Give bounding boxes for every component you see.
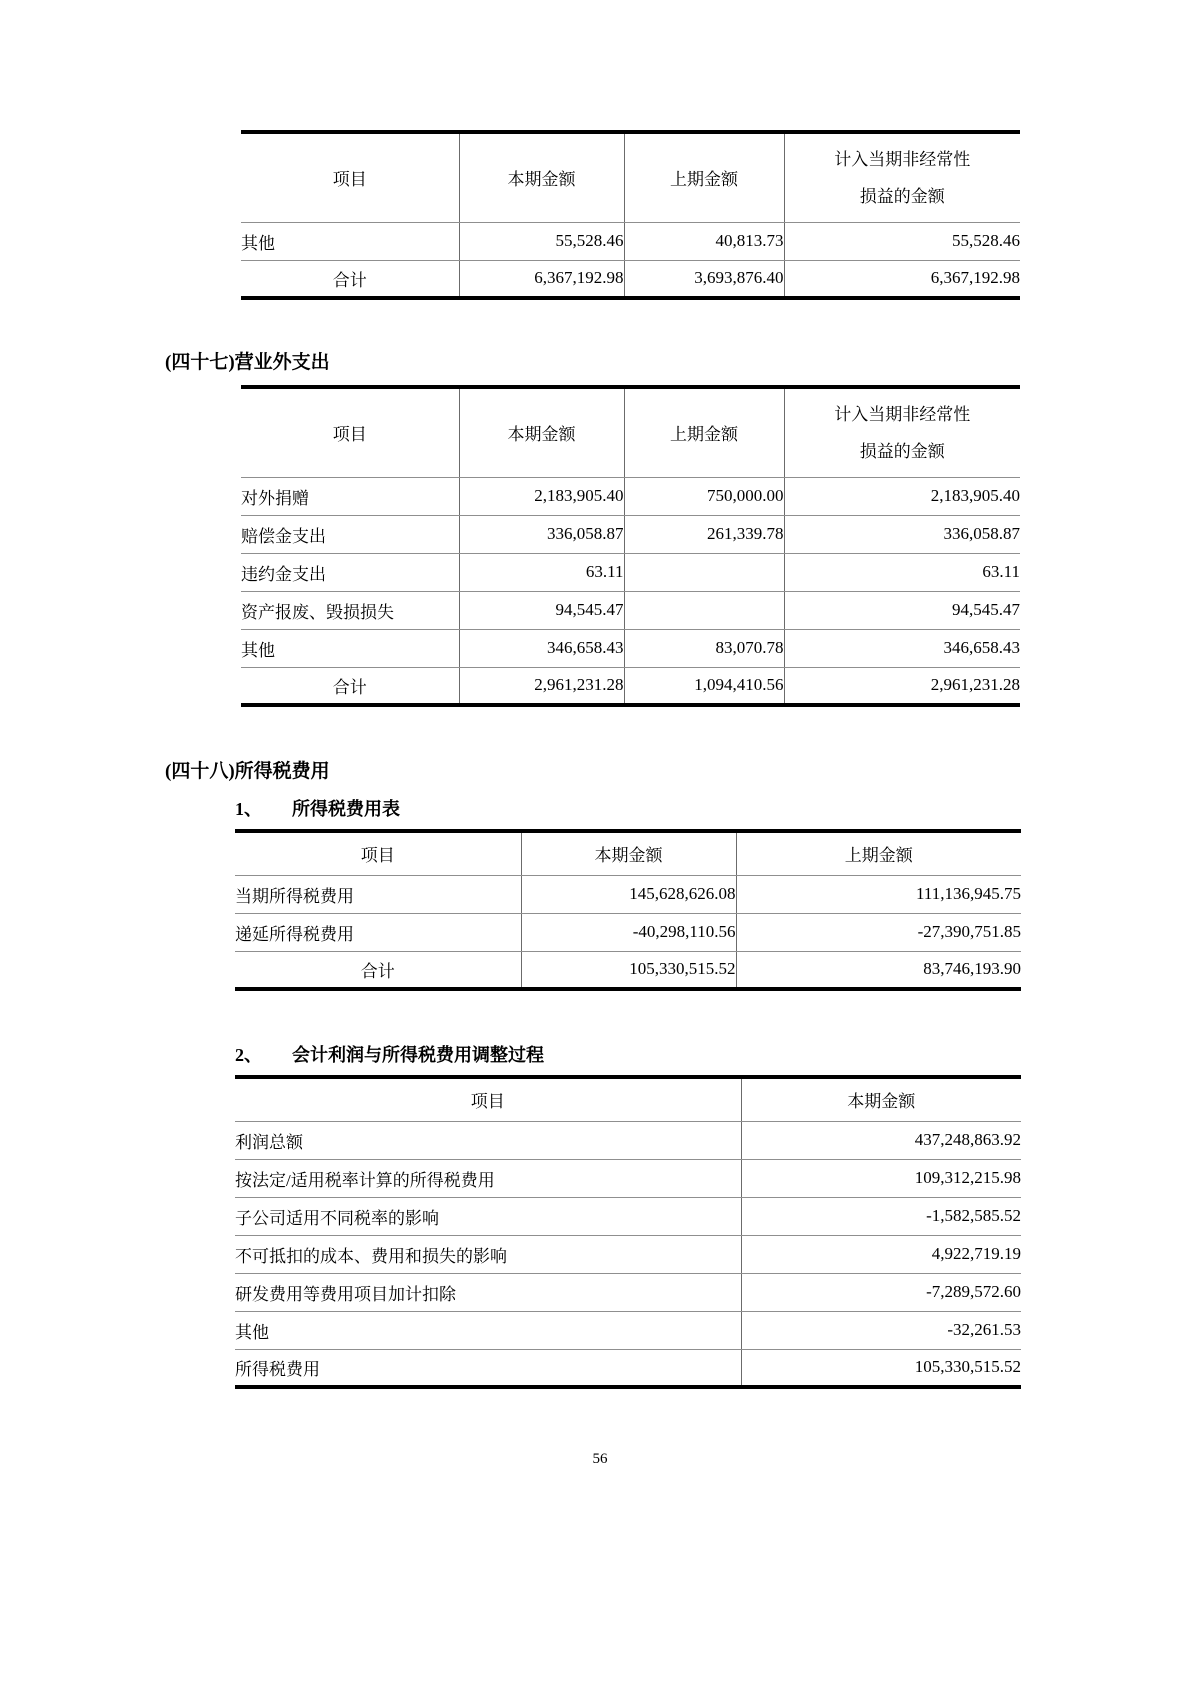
table-header-row xyxy=(235,831,1021,875)
col-header-nonrecurring-line2: 损益的金额 xyxy=(859,186,945,206)
cell-nonrecurring: 346,658.43 xyxy=(784,629,1020,667)
row-label: 子公司适用不同税率的影响 xyxy=(235,1197,741,1235)
table-row xyxy=(235,1197,1021,1235)
section-heading-47: (四十七)营业外支出 xyxy=(165,352,330,373)
col-header-nonrecurring xyxy=(784,132,1020,222)
cell-current: 94,545.47 xyxy=(459,591,624,629)
cell-nonrecurring: 336,058.87 xyxy=(784,515,1020,553)
col-header-prior: 上期金额 xyxy=(624,387,784,477)
tax-reconciliation-table xyxy=(235,1075,1021,1389)
nonoperating-expenses-table xyxy=(241,385,1020,707)
col-header-item: 项目 xyxy=(235,1077,741,1121)
cell-current: 55,528.46 xyxy=(459,222,624,260)
table-row xyxy=(241,629,1020,667)
cell-nonrecurring: 94,545.47 xyxy=(784,591,1020,629)
row-label: 违约金支出 xyxy=(241,553,459,591)
subsection-number: 2、 xyxy=(235,1045,262,1065)
col-header-item: 项目 xyxy=(235,831,521,875)
cell-nonrecurring: 63.11 xyxy=(784,553,1020,591)
col-header-current: 本期金额 xyxy=(741,1077,1021,1121)
page-number: 56 xyxy=(592,1451,608,1467)
subsection-title: 所得税费用表 xyxy=(292,799,400,819)
cell-current: -1,582,585.52 xyxy=(741,1197,1021,1235)
table-row xyxy=(241,591,1020,629)
col-header-item: 项目 xyxy=(241,387,459,477)
cell-nonrecurring: 2,183,905.40 xyxy=(784,477,1020,515)
cell-current: 63.11 xyxy=(459,553,624,591)
table-row xyxy=(235,1159,1021,1197)
table-total-row xyxy=(241,667,1020,705)
row-label: 其他 xyxy=(235,1311,741,1349)
cell-current: -7,289,572.60 xyxy=(741,1273,1021,1311)
cell-nonrecurring: 55,528.46 xyxy=(784,222,1020,260)
table-row xyxy=(235,875,1021,913)
cell-current: 346,658.43 xyxy=(459,629,624,667)
col-header-nonrecurring xyxy=(784,387,1020,477)
row-label: 不可抵扣的成本、费用和损失的影响 xyxy=(235,1235,741,1273)
table-row xyxy=(241,222,1020,260)
row-label: 所得税费用 xyxy=(235,1359,320,1379)
cell-current: 105,330,515.52 xyxy=(521,951,736,989)
cell-prior: 83,746,193.90 xyxy=(736,951,1021,989)
top-margin xyxy=(0,0,1200,130)
table-header-row xyxy=(235,1077,1021,1121)
col-header-prior: 上期金额 xyxy=(624,132,784,222)
table-row xyxy=(235,913,1021,951)
table-row xyxy=(241,477,1020,515)
cell-current: -32,261.53 xyxy=(741,1311,1021,1349)
total-label: 合计 xyxy=(360,961,395,981)
cell-prior: 111,136,945.75 xyxy=(736,875,1021,913)
cell-nonrecurring: 2,961,231.28 xyxy=(784,667,1020,705)
row-label: 对外捐赠 xyxy=(241,477,459,515)
cell-prior: 83,070.78 xyxy=(624,629,784,667)
table-row xyxy=(235,1235,1021,1273)
subsection-heading-1 xyxy=(235,797,1200,822)
total-label: 合计 xyxy=(332,677,367,697)
cell-current: 2,961,231.28 xyxy=(459,667,624,705)
cell-prior: 750,000.00 xyxy=(624,477,784,515)
row-label: 其他 xyxy=(241,629,459,667)
row-label: 赔偿金支出 xyxy=(241,515,459,553)
cell-prior: 261,339.78 xyxy=(624,515,784,553)
section-heading-48: (四十八)所得税费用 xyxy=(165,761,330,782)
cell-current: 145,628,626.08 xyxy=(521,875,736,913)
col-header-item: 项目 xyxy=(241,132,459,222)
table-row xyxy=(241,553,1020,591)
nonoperating-table-continued xyxy=(241,130,1020,300)
income-tax-expense-table xyxy=(235,829,1021,991)
col-header-nonrecurring-line1: 计入当期非经常性 xyxy=(834,149,971,169)
cell-current: 336,058.87 xyxy=(459,515,624,553)
cell-prior: -27,390,751.85 xyxy=(736,913,1021,951)
col-header-nonrecurring-line2: 损益的金额 xyxy=(859,441,945,461)
cell-prior xyxy=(624,591,784,629)
row-label: 按法定/适用税率计算的所得税费用 xyxy=(235,1159,741,1197)
col-header-prior: 上期金额 xyxy=(736,831,1021,875)
cell-prior: 40,813.73 xyxy=(624,222,784,260)
cell-prior xyxy=(624,553,784,591)
table-row xyxy=(235,1273,1021,1311)
table-total-row xyxy=(241,260,1020,298)
cell-current: 109,312,215.98 xyxy=(741,1159,1021,1197)
row-label: 其他 xyxy=(241,222,459,260)
row-label: 递延所得税费用 xyxy=(235,913,521,951)
table-total-row xyxy=(235,951,1021,989)
total-label: 合计 xyxy=(332,270,367,290)
row-label: 当期所得税费用 xyxy=(235,875,521,913)
row-label: 资产报废、毁损损失 xyxy=(241,591,459,629)
subsection-heading-2 xyxy=(235,1043,1200,1068)
table-row xyxy=(235,1121,1021,1159)
table-row xyxy=(235,1349,1021,1387)
cell-current: 105,330,515.52 xyxy=(741,1349,1021,1387)
cell-nonrecurring: 6,367,192.98 xyxy=(784,260,1020,298)
cell-current: 2,183,905.40 xyxy=(459,477,624,515)
cell-prior: 1,094,410.56 xyxy=(624,667,784,705)
cell-current: 4,922,719.19 xyxy=(741,1235,1021,1273)
table-row xyxy=(241,515,1020,553)
col-header-nonrecurring-line1: 计入当期非经常性 xyxy=(834,404,971,424)
col-header-current: 本期金额 xyxy=(459,387,624,477)
cell-current: 6,367,192.98 xyxy=(459,260,624,298)
cell-current: 437,248,863.92 xyxy=(741,1121,1021,1159)
cell-prior: 3,693,876.40 xyxy=(624,260,784,298)
table-row xyxy=(235,1311,1021,1349)
subsection-number: 1、 xyxy=(235,799,262,819)
col-header-current: 本期金额 xyxy=(459,132,624,222)
row-label: 研发费用等费用项目加计扣除 xyxy=(235,1273,741,1311)
cell-current: -40,298,110.56 xyxy=(521,913,736,951)
row-label: 利润总额 xyxy=(235,1121,741,1159)
table-header-row xyxy=(241,387,1020,477)
subsection-title: 会计利润与所得税费用调整过程 xyxy=(292,1045,544,1065)
table-header-row xyxy=(241,132,1020,222)
col-header-current: 本期金额 xyxy=(521,831,736,875)
